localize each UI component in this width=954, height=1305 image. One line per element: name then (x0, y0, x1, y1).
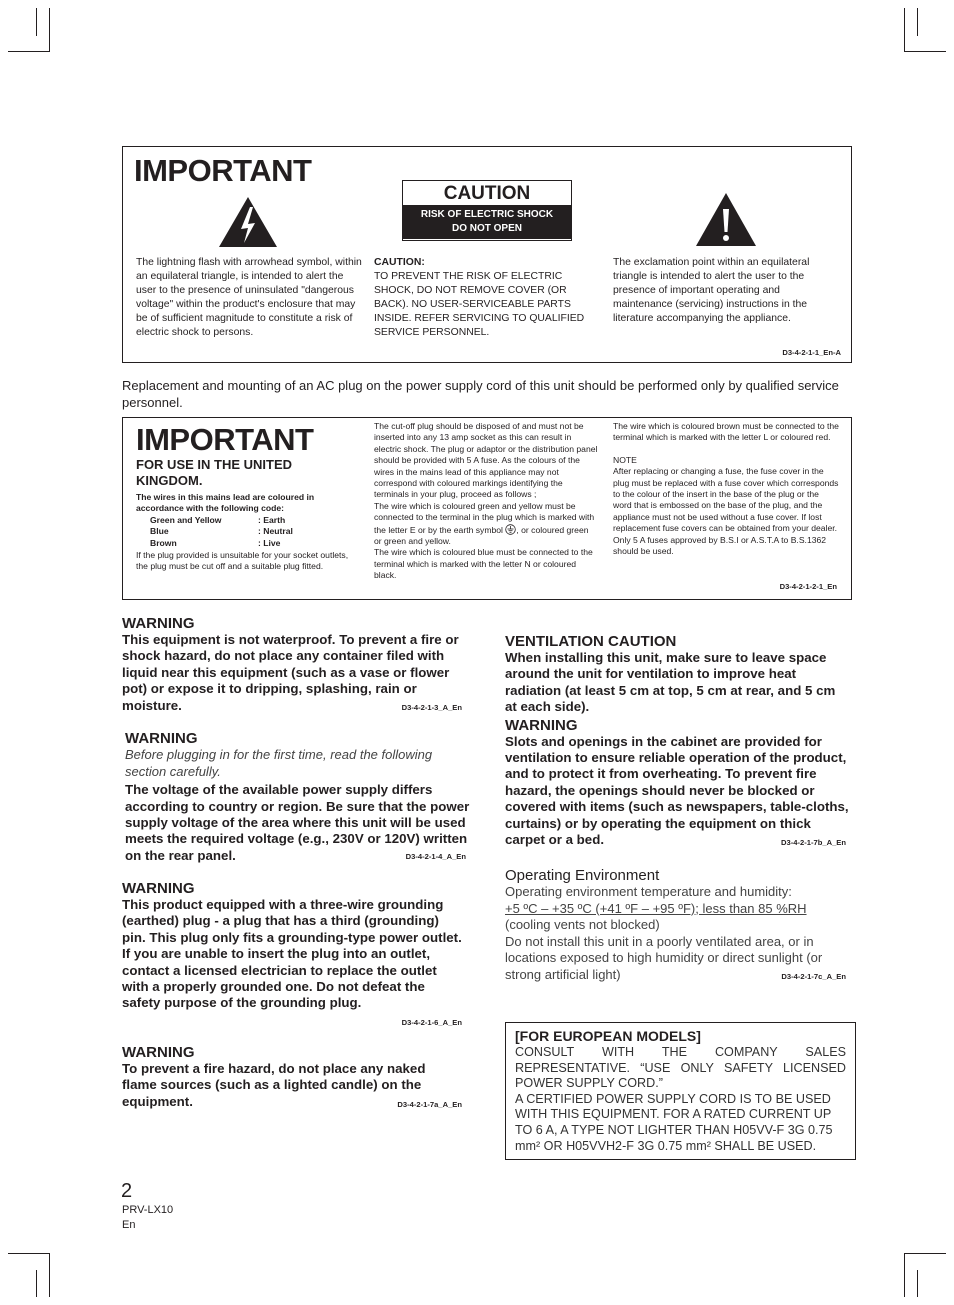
reference-code: D3-4-2-1-4_A_En (405, 852, 466, 861)
wire-color: Blue (150, 526, 169, 537)
reference-code: D3-4-2-1-7a_A_En (397, 1100, 462, 1109)
warning-heading: WARNING (505, 716, 578, 734)
caution-text: TO PREVENT THE RISK OF ELECTRIC SHOCK, DO NOT REMOVE COVER (OR BACK). NO USER-SERVICEABLE PARTS INSIDE. REFER SERVICING TO QUALIFIED SERVICE PERSONNEL. (374, 271, 585, 338)
lightning-description: The lightning flash with arrowhead symbol, within an equilateral triangle, is intended to alert the user to the presence of uninsulated "dangerous voltage" within the product's enclosure that may be of sufficient magnitude to constitute a risk of electric shock to persons. (136, 257, 362, 338)
european-models-box (505, 1022, 856, 1160)
replacement-notice: Replacement and mounting of an AC plug on the power supply cord of this unit should be performed only by qualified service personnel. (122, 378, 839, 410)
operating-line2: +5 ºC – +35 ºC (+41 ºF – +95 ºF); less than 85 %RH (505, 900, 807, 916)
crop-mark (49, 8, 50, 52)
lightning-warning-icon (217, 195, 279, 249)
wires-intro: The wires in this mains lead are coloured in accordance with the following code: (136, 492, 315, 514)
exclamation-warning-icon (694, 191, 758, 248)
operating-heading: Operating Environment (505, 867, 660, 884)
wire-terminal: : Earth (258, 515, 286, 525)
wire-color: Green and Yellow (150, 515, 222, 525)
caution-heading: CAUTION: (374, 257, 425, 268)
crop-mark (904, 51, 946, 52)
operating-line3: (cooling vents not blocked) (505, 917, 660, 933)
wire-row (150, 526, 350, 537)
warning-voltage (125, 730, 470, 864)
reference-code: D3-4-2-1-7c_A_En (781, 972, 846, 981)
uk-middle-column (374, 421, 598, 582)
green-yellow-wire-text: The wire which is coloured green and yellow must be connected to the terminal in the plug which is marked with the letter E or by the earth symbol , or coloured green or green and yellow. (374, 500, 595, 547)
warning-grounding (122, 880, 466, 1027)
warning-text: This product equipped with a three-wire grounding (earthed) plug - a plug that has a third (grounding) pin. This plug only fits a grounding-type power outlet. If you are unable to insert the plug into an outlet, contact a licensed electrician to replace the outlet with a properly grounded one. Do not defeat the safety purpose of the grounding plug. (122, 897, 462, 1011)
warning-text: This equipment is not waterproof. To prevent a fire or shock hazard, do not place any container filed with liquid near this equipment (such as a vase or flower pot) or expose it to dripping, splashing, rain or moisture. (122, 632, 459, 713)
ventilation-caution (505, 633, 850, 848)
european-text1: CONSULT WITH THE COMPANY SALES REPRESENTATIVE. “USE ONLY SAFETY LICENSED POWER SUPPLY CORD.” (515, 1045, 846, 1091)
uk-right-column (613, 421, 839, 557)
wire-color: Brown (150, 537, 177, 548)
warning-text: To prevent a fire hazard, do not place any naked flame sources (such as a lighted candle) on the equipment. (122, 1061, 426, 1109)
wire-terminal: : Neutral (258, 526, 293, 537)
reference-code: D3-4-2-1-1_En-A (782, 348, 841, 357)
note-label: NOTE (613, 454, 637, 465)
reference-code: D3-4-2-1-6_A_En (401, 1018, 462, 1027)
warning-waterproof (122, 615, 466, 714)
wire-terminal: : Live (258, 537, 281, 548)
fuse-note-text: After replacing or changing a fuse, the fuse cover in the plug must be replaced with a fuse cover which corresponds to the colour of the insert in the base of the plug or the word that is embossed on the base of the plug, and the appliance must not be used without a fuse cover. If lost replacement fuse covers can be obtained from your dealer. (613, 466, 839, 534)
wire-code-list (150, 515, 350, 549)
fuse-approval-text: Only 5 A fuses approved by B.S.I or A.S.T.A to B.S.1362 should be used. (613, 534, 827, 557)
ventilation-text: When installing this unit, make sure to leave space around the unit for ventilation to improve heat radiation (at least 5 cm at top, 5 cm at rear, and 5 cm at each side). (505, 650, 836, 715)
important-title: IMPORTANT (134, 153, 312, 188)
exclamation-description: The exclamation point within an equilateral triangle is intended to alert the user to the presence of important operating and maintenance (servicing) instructions in the literature accompanying the appliance. (613, 257, 810, 324)
european-text2: A CERTIFIED POWER SUPPLY CORD IS TO BE USED WITH THIS EQUIPMENT. FOR A RATED CURRENT UP TO 6 A, A TYPE NOT LIGHTER THAN H05VV-F 3G 0.75 mm² OR H05VVH2-F 3G 0.75 mm² SHALL BE USED. (515, 1091, 833, 1153)
warning-heading: WARNING (122, 615, 195, 632)
reference-code: D3-4-2-1-2-1_En (779, 582, 837, 591)
operating-text: Do not install this unit in a poorly ventilated area, or in locations exposed to high humidity or direct sunlight (or strong artificial light) (505, 933, 823, 982)
wire-row (150, 538, 350, 549)
crop-mark (917, 1270, 918, 1297)
uk-left-note: If the plug provided is unsuitable for your socket outlets, the plug must be cut off and a suitable plug fitted. (136, 550, 349, 572)
crop-mark (8, 1253, 50, 1254)
crop-mark (904, 1253, 905, 1297)
model-number: PRV-LX10 (122, 1204, 174, 1216)
warning-heading: WARNING (122, 1044, 195, 1061)
crop-mark (917, 8, 918, 36)
warning-heading: WARNING (122, 880, 195, 897)
uk-subtitle: FOR USE IN THE UNITED KINGDOM. (136, 457, 293, 488)
page-number: 2 (121, 1180, 133, 1202)
crop-mark (8, 51, 50, 52)
caution-label-line1: RISK OF ELECTRIC SHOCK (420, 209, 554, 220)
important-uk-box (122, 417, 852, 600)
caution-label-line2: DO NOT OPEN (451, 223, 522, 234)
warning-text: Slots and openings in the cabinet are provided for ventilation to ensure reliable operation of the product, and to protect it from overheating. To prevent fire hazard, the openings should never be blocked or covered with items (such as newspapers, table-cloths, curtains) or by operating the equipment on thick carpet or a bed. (505, 733, 849, 848)
caution-label (402, 180, 572, 241)
important-box (122, 146, 852, 363)
cut-off-plug-text: The cut-off plug should be disposed of and must not be inserted into any 13 amp socket as this can result in electric shock. The plug or adaptor or the distribution panel should be provided with 5 A fuse. As the colours of the wires in the mains lead of this appliance may not correspond with coloured markings identifying the terminals in your plug, proceed as follows ; (374, 421, 598, 500)
warning-heading: WARNING (125, 730, 198, 747)
crop-mark (36, 8, 37, 36)
operating-line1: Operating environment temperature and humidity: (505, 884, 792, 899)
ventilation-heading: VENTILATION CAUTION (505, 633, 677, 650)
warning-text: The voltage of the available power supply differs according to country or region. Be sure that the power supply voltage of the area where this unit will be used meets the required voltage (e.g., 230V or 120V) written on the rear panel. (125, 782, 470, 863)
wire-row (150, 515, 350, 526)
brown-wire-text: The wire which is coloured brown must be connected to the terminal which is marked with the letter L or coloured red. (613, 421, 839, 443)
caution-label-title: CAUTION (443, 183, 531, 204)
crop-mark (904, 1253, 946, 1254)
earth-symbol-icon (505, 524, 516, 535)
language-code: En (122, 1219, 136, 1231)
blue-wire-text: The wire which is coloured blue must be connected to the terminal which is marked with the letter N or coloured black. (374, 547, 593, 581)
european-heading: [FOR EUROPEAN MODELS] (515, 1028, 701, 1044)
warning-flame (122, 1044, 466, 1110)
operating-environment (505, 867, 850, 984)
reference-code: D3-4-2-1-3_A_En (401, 703, 462, 712)
caution-text-block (374, 256, 596, 340)
crop-mark (904, 8, 905, 52)
important-uk-title: IMPORTANT (136, 422, 314, 457)
reference-code: D3-4-2-1-7b_A_En (781, 838, 846, 847)
crop-mark (49, 1253, 50, 1297)
warning-intro: Before plugging in for the first time, read the following section carefully. (125, 747, 433, 779)
crop-mark (36, 1270, 37, 1297)
